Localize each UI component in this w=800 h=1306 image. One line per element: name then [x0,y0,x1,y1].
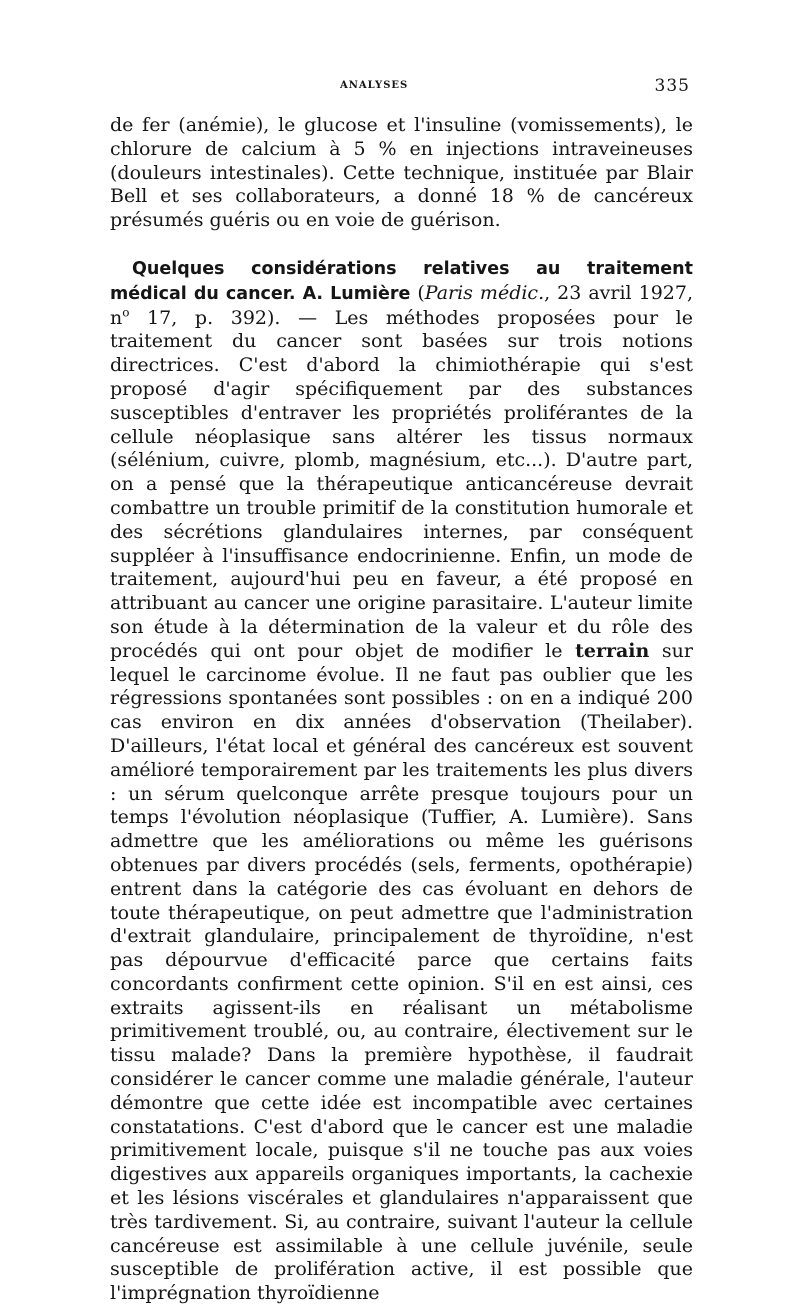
article-body-part2: sur lequel le carcinome évolue. Il ne faut pas oublier que les régressions spontanées sont possibles : on en a indiqué 200 cas environ en dix années d'observation (Theilaber). D'ailleurs, l'état local et général des cancéreux est souvent amélioré temporairement par les traitements les plus divers : un sérum quelconque arrête presque toujours pour un temps l'évolution néoplasique (Tuffier, A. Lumière). Sans admettre que les améliorations ou même les guérisons obtenues par divers procédés (sels, ferments, opothérapie) entrent dans la catégorie des cas évoluant en dehors de toute thérapeutique, on peut admettre que l'administration d'extrait glandulaire, principalement de thyroïdine, n'est pas dépourvue d'efficacité parce que certains faits concordants confirment cette opinion. S'il en est ainsi, ces extraits agissent-ils en réalisant un métabolisme primitivement troublé, ou, au contraire, électivement sur le tissu malade? Dans la première hypothèse, il faudrait considérer le cancer comme une maladie générale, l'auteur démontre que cette idée est incompatible avec certaines constatations. C'est d'abord que le cancer est une maladie primitivement locale, puisque s'il ne touche pas aux voies digestives aux appareils organiques importants, la cachexie et les lésions viscérales et glandulaires n'apparaissent que très tardivement. Si, au contraire, suivant l'auteur la cellule cancéreuse est assimilable à une cellule juvénile, seule susceptible de prolifération active, il est possible que l'imprégnation thyroïdienne [110,639,693,1305]
article-body-term: terrain [575,639,650,662]
intro-paragraph: de fer (anémie), le glucose et l'insuline (vomissements), le chlorure de calcium à 5 % en injections intraveineuses (douleurs intestinales). Cette technique, instituée par Blair Bell et ses collaborateurs, a donné 18 % de cancéreux présumés guéris ou en voie de guérison. [110,114,693,232]
paragraph-gap [110,233,693,257]
journal-name: Paris médic. [424,281,545,304]
citation-details: , 23 avril 1927, n [110,281,693,329]
article-author: A. Lumière [302,283,411,304]
issue-rest: 17, p. 392). [129,306,281,329]
issue-superscript: o [122,305,130,320]
page-number: 335 [654,76,690,96]
article-title: Quelques considérations relatives au traitement médical du cancer. [110,258,693,304]
text-body [110,114,693,1306]
running-header: ANALYSES [340,80,409,91]
article-paragraph: Quelques considérations relatives au traitement médical du cancer. A. Lumière (Paris médic., 23 avril 1927, $n^o$ 17, p. 392). — Les méthodes proposées pour le traitement du cancer sont basées sur trois notions directrices. C'est d'abord la chimiothérapie qui s'est proposé d'agir spécifiquement par des substances susceptibles d'entraver les propriétés proliférantes de la cellule néoplasique sans altérer les tissus normaux (sélénium, cuivre, plomb, magnésium, etc...). D'autre part, on a pensé que la thérapeutique anticancéreuse devrait combattre un trouble primitif de la constitution humorale et des sécrétions glandulaires internes, par conséquent suppléer à l'insuffisance endocrinienne. Enfin, un mode de traitement, aujourd'hui peu en faveur, a été proposé en attribuant au cancer une origine parasitaire. L'auteur limite son étude à la détermination de la valeur et du rôle des procédés qui ont pour objet de modifier le terrain sur lequel le carcinome évolue. Il ne faut pas oublier que les régressions spontanées sont possibles : on en a indiqué 200 cas environ en dix années d'observation (Theilaber). D'ailleurs, l'état local et général des cancéreux est souvent amélioré temporairement par les traitements les plus divers : un sérum quelconque arrête presque toujours pour un temps l'évolution néoplasique (Tuffier, A. Lumière). Sans admettre que les améliorations ou même les guérisons obtenues par divers procédés (sels, ferments, opothérapie) entrent dans la catégorie des cas évoluant en dehors de toute thérapeutique, on peut admettre que l'administration d'extrait glandulaire, principalement de thyroïdine, n'est pas dépourvue d'efficacité parce que certains faits concordants confirment cette opinion. S'il en est ainsi, ces extraits agissent-ils en réalisant un métabolisme primitivement troublé, ou, au contraire, électivement sur le tissu malade? Dans la première hypothèse, il faudrait considérer le cancer comme une maladie générale, l'auteur démontre que cette idée est incompatible avec certaines constatations. C'est d'abord que le cancer est une maladie primitivement locale, puisque s'il ne touche pas aux voies digestives aux appareils organiques importants, la cachexie et les lésions viscérales et glandulaires n'apparaissent que très tardivement. Si, au contraire, suivant l'auteur la cellule cancéreuse est assimilable à une cellule juvénile, seule susceptible de prolifération active, il est possible que l'imprégnation thyroïdienne [110,258,693,1305]
article-body-part1: — Les méthodes proposées pour le traitement du cancer sont basées sur trois notions directrices. C'est d'abord la chimiothérapie qui s'est proposé d'agir spécifiquement par des substances susceptibles d'entraver les propriétés proliférantes de la cellule néoplasique sans altérer les tissus normaux (sélénium, cuivre, plomb, magnésium, etc...). D'autre part, on a pensé que la thérapeutique anticancéreuse devrait combattre un trouble primitif de la constitution humorale et des sécrétions glandulaires internes, par conséquent suppléer à l'insuffisance endocrinienne. Enfin, un mode de traitement, aujourd'hui peu en faveur, a été proposé en attribuant au cancer une origine parasitaire. L'auteur limite son étude à la détermination de la valeur et du rôle des procédés qui ont pour objet de modifier le [110,306,693,662]
